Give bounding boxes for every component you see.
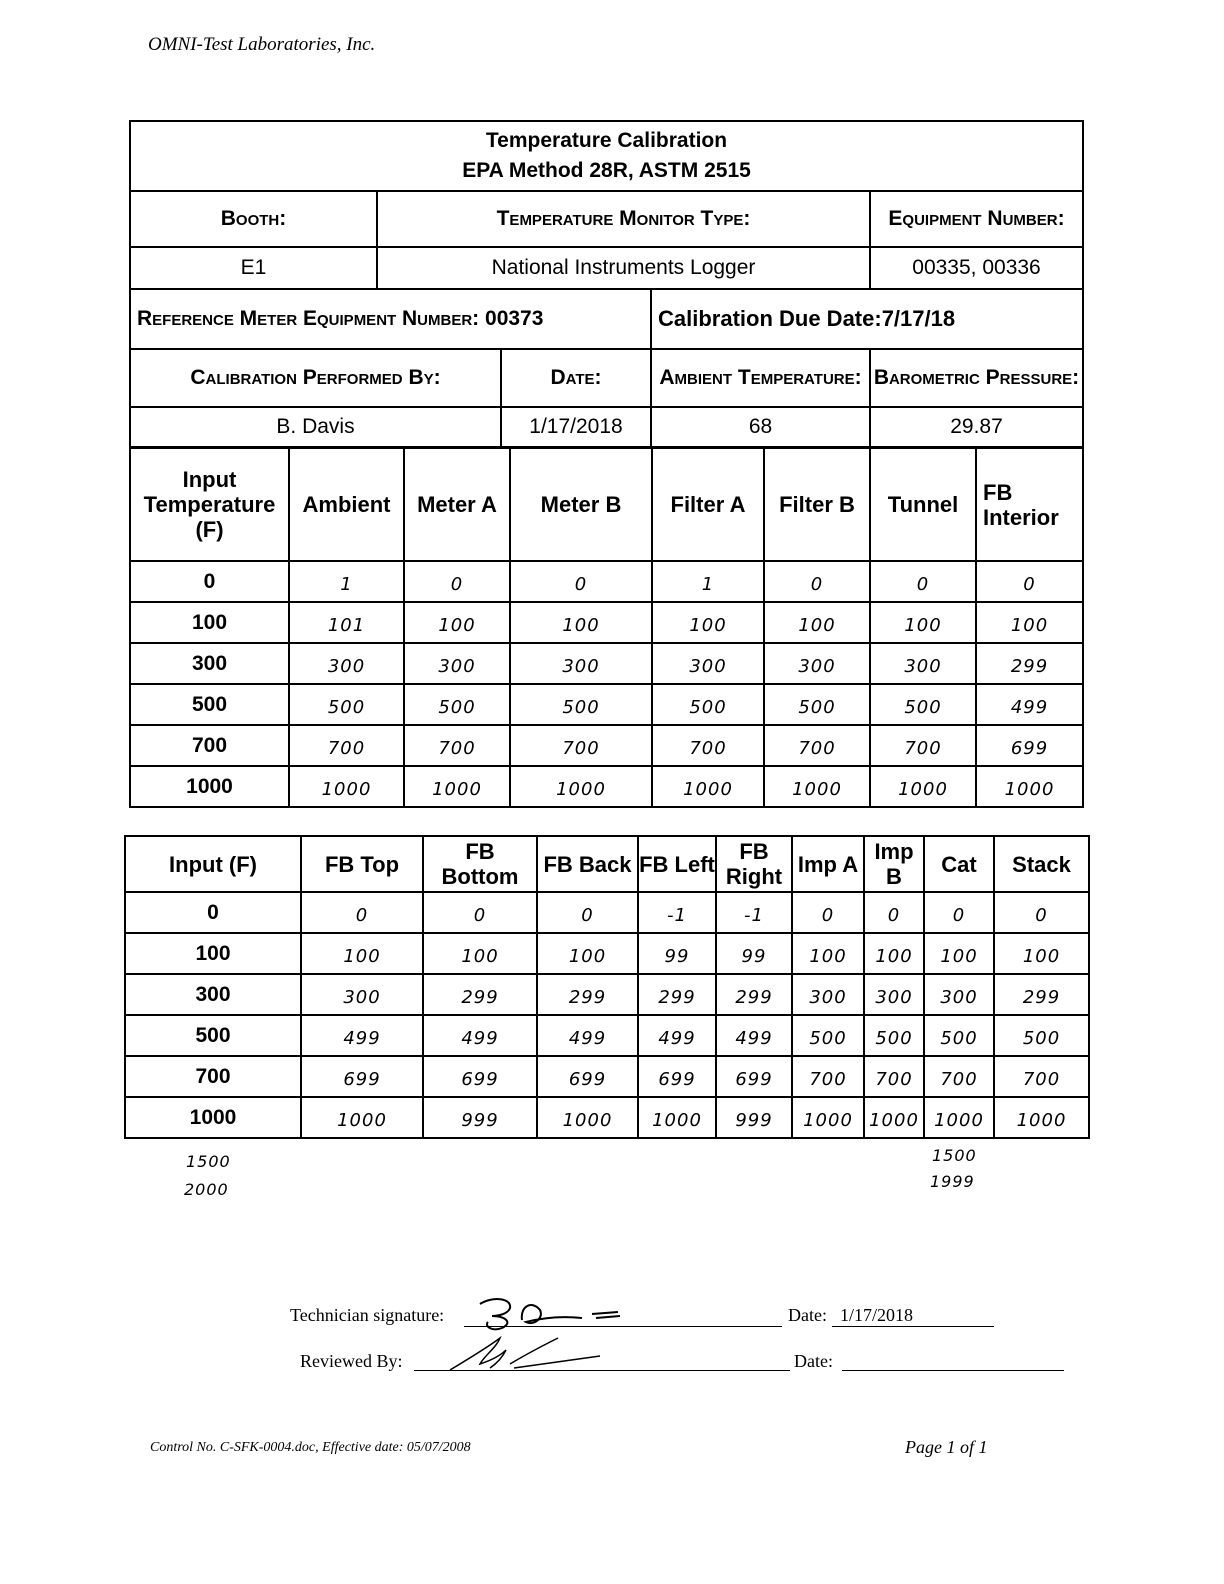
table1-header-tunnel: Tunnel [870, 448, 976, 561]
table2-reading-cell: 1000 [301, 1097, 423, 1138]
table1-reading-cell: 700 [404, 725, 510, 766]
table2-reading-cell: 299 [716, 974, 792, 1015]
table2-header-imp-b: Imp B [864, 836, 924, 892]
table2-row [125, 892, 1089, 933]
table2-reading-cell: 500 [864, 1015, 924, 1056]
table1-reading-cell: 0 [404, 561, 510, 602]
table2-header-fb-right: FB Right [716, 836, 792, 892]
calibration-table-1 [129, 447, 1084, 808]
table2-header-fb-left: FB Left [638, 836, 716, 892]
table1-reading-cell: 0 [764, 561, 870, 602]
table2-reading-cell: 100 [423, 933, 537, 974]
header-table [129, 120, 1084, 448]
table2-reading-cell: 100 [864, 933, 924, 974]
table1-row [130, 561, 1083, 602]
technician-date-label: Date: [788, 1305, 827, 1325]
table1-reading-cell: 500 [652, 684, 764, 725]
table2-header-fb-top: FB Top [301, 836, 423, 892]
table1-row-input: 1000 [130, 766, 289, 807]
table2-reading-cell: 0 [537, 892, 638, 933]
table2-reading-cell: 500 [994, 1015, 1089, 1056]
reviewed-date-line [842, 1370, 1064, 1371]
table1-reading-cell: 500 [510, 684, 652, 725]
table2-reading-cell: 699 [423, 1056, 537, 1097]
reference-meter-label: Reference Meter Equipment Number: 00373 [130, 289, 651, 349]
table2-reading-cell: 99 [716, 933, 792, 974]
table2-reading-cell: 299 [423, 974, 537, 1015]
table1-reading-cell: 1000 [404, 766, 510, 807]
table1-reading-cell: 300 [289, 643, 404, 684]
table2-row-input: 500 [125, 1015, 301, 1056]
company-name: OMNI-Test Laboratories, Inc. [148, 34, 376, 55]
table2-reading-cell: 100 [792, 933, 864, 974]
page-number: Page 1 of 1 [905, 1437, 988, 1457]
performed-by-label: Calibration Performed By: [130, 349, 501, 407]
table2-reading-cell: 300 [924, 974, 994, 1015]
table2-header-imp-a: Imp A [792, 836, 864, 892]
table1-row [130, 766, 1083, 807]
title-line-2: EPA Method 28R, ASTM 2515 [462, 159, 751, 182]
table1-reading-cell: 500 [764, 684, 870, 725]
table1-reading-cell: 499 [976, 684, 1083, 725]
table2-reading-cell: 300 [792, 974, 864, 1015]
table1-reading-cell: 300 [404, 643, 510, 684]
booth-label: Booth: [130, 191, 377, 247]
table1-reading-cell: 700 [289, 725, 404, 766]
table1-reading-cell: 0 [976, 561, 1083, 602]
table1-reading-cell: 700 [764, 725, 870, 766]
table2-reading-cell: 700 [864, 1056, 924, 1097]
table2-reading-cell: -1 [638, 892, 716, 933]
table2-reading-cell: 0 [423, 892, 537, 933]
table2-row [125, 1056, 1089, 1097]
table2-reading-cell: 499 [423, 1015, 537, 1056]
table1-header-meter-b: Meter B [510, 448, 652, 561]
table2-reading-cell: 1000 [864, 1097, 924, 1138]
barometric-pressure-value: 29.87 [870, 407, 1083, 447]
table2-reading-cell: 99 [638, 933, 716, 974]
table2-reading-cell: 700 [792, 1056, 864, 1097]
table2-reading-cell: 1000 [994, 1097, 1089, 1138]
note-cat-1999: 1999 [930, 1172, 975, 1191]
table1-header-filter-b: Filter B [764, 448, 870, 561]
table2-header-stack: Stack [994, 836, 1089, 892]
table2-reading-cell: 1000 [924, 1097, 994, 1138]
table2-reading-cell: 299 [994, 974, 1089, 1015]
technician-signature-label: Technician signature: [290, 1305, 445, 1325]
table2-row-input: 100 [125, 933, 301, 974]
calibration-table-2 [124, 835, 1090, 1139]
table1-reading-cell: 500 [404, 684, 510, 725]
table1-reading-cell: 299 [976, 643, 1083, 684]
table1-reading-cell: 100 [404, 602, 510, 643]
barometric-pressure-label: Barometric Pressure: [870, 349, 1083, 407]
table2-row [125, 933, 1089, 974]
table2-reading-cell: 699 [716, 1056, 792, 1097]
table1-reading-cell: 100 [976, 602, 1083, 643]
table2-header-cat: Cat [924, 836, 994, 892]
table2-reading-cell: 100 [537, 933, 638, 974]
table1-header-filter-a: Filter A [652, 448, 764, 561]
title-line-1: Temperature Calibration [485, 129, 728, 152]
table1-reading-cell: 1000 [764, 766, 870, 807]
table2-reading-cell: 0 [301, 892, 423, 933]
table2-row-input: 0 [125, 892, 301, 933]
table1-reading-cell: 0 [510, 561, 652, 602]
table1-reading-cell: 300 [870, 643, 976, 684]
table2-row-input: 300 [125, 974, 301, 1015]
table2-row [125, 1097, 1089, 1138]
table2-row [125, 974, 1089, 1015]
table2-reading-cell: 1000 [792, 1097, 864, 1138]
table2-header-fb-back: FB Back [537, 836, 638, 892]
table2-reading-cell: 299 [537, 974, 638, 1015]
table2-row-input: 700 [125, 1056, 301, 1097]
table1-row-input: 0 [130, 561, 289, 602]
table1-reading-cell: 1000 [976, 766, 1083, 807]
table2-reading-cell: 1000 [638, 1097, 716, 1138]
table1-row [130, 602, 1083, 643]
calibration-due-date: Calibration Due Date:7/17/18 [651, 289, 1083, 349]
table1-reading-cell: 500 [289, 684, 404, 725]
table2-reading-cell: 100 [301, 933, 423, 974]
table2-reading-cell: 500 [924, 1015, 994, 1056]
technician-date-line [832, 1326, 994, 1327]
table1-row [130, 643, 1083, 684]
date-label: Date: [501, 349, 651, 407]
table2-header-fb-bottom: FB Bottom [423, 836, 537, 892]
table1-reading-cell: 101 [289, 602, 404, 643]
table1-reading-cell: 700 [652, 725, 764, 766]
monitor-type-value: National Instruments Logger [377, 247, 870, 289]
table1-reading-cell: 100 [510, 602, 652, 643]
table2-reading-cell: 1000 [537, 1097, 638, 1138]
note-input-1500: 1500 [186, 1152, 231, 1171]
table1-header-ambient: Ambient [289, 448, 404, 561]
table1-reading-cell: 100 [652, 602, 764, 643]
table1-reading-cell: 1000 [510, 766, 652, 807]
table1-header-meter-a: Meter A [404, 448, 510, 561]
table2-reading-cell: 499 [537, 1015, 638, 1056]
technician-date-value: 1/17/2018 [840, 1305, 914, 1325]
technician-signature-image [472, 1292, 632, 1332]
table1-row-input: 700 [130, 725, 289, 766]
table1-reading-cell: 699 [976, 725, 1083, 766]
table1-reading-cell: 1 [289, 561, 404, 602]
equipment-number-value: 00335, 00336 [870, 247, 1083, 289]
table2-row [125, 1015, 1089, 1056]
table1-header-fb-interior: FB Interior [976, 448, 1083, 561]
table1-reading-cell: 700 [870, 725, 976, 766]
table1-reading-cell: 1 [652, 561, 764, 602]
control-number: Control No. C-SFK-0004.doc, Effective date: 05/07/2008 [150, 1440, 471, 1455]
table2-reading-cell: 100 [994, 933, 1089, 974]
table1-reading-cell: 100 [764, 602, 870, 643]
table1-reading-cell: 500 [870, 684, 976, 725]
table1-reading-cell: 100 [870, 602, 976, 643]
table2-reading-cell: 699 [638, 1056, 716, 1097]
table2-row-input: 1000 [125, 1097, 301, 1138]
table2-reading-cell: 999 [423, 1097, 537, 1138]
table1-reading-cell: 1000 [289, 766, 404, 807]
table2-reading-cell: 700 [924, 1056, 994, 1097]
ambient-temperature-value: 68 [651, 407, 870, 447]
date-value: 1/17/2018 [501, 407, 651, 447]
form-title [130, 121, 1083, 191]
table1-reading-cell: 700 [510, 725, 652, 766]
table1-reading-cell: 300 [510, 643, 652, 684]
table2-reading-cell: 300 [864, 974, 924, 1015]
table2-reading-cell: 0 [792, 892, 864, 933]
ambient-temperature-label: Ambient Temperature: [651, 349, 870, 407]
table2-reading-cell: 699 [537, 1056, 638, 1097]
table1-reading-cell: 1000 [870, 766, 976, 807]
table2-reading-cell: 499 [638, 1015, 716, 1056]
table1-reading-cell: 1000 [652, 766, 764, 807]
table2-reading-cell: 500 [792, 1015, 864, 1056]
table2-reading-cell: 300 [301, 974, 423, 1015]
table2-reading-cell: 100 [924, 933, 994, 974]
booth-value: E1 [130, 247, 377, 289]
table1-reading-cell: 300 [764, 643, 870, 684]
performed-by-value: B. Davis [130, 407, 501, 447]
table2-reading-cell: 699 [301, 1056, 423, 1097]
table2-reading-cell: 299 [638, 974, 716, 1015]
table2-reading-cell: -1 [716, 892, 792, 933]
table1-row [130, 684, 1083, 725]
table2-reading-cell: 0 [864, 892, 924, 933]
reviewer-signature-image [440, 1334, 610, 1374]
equipment-number-label: Equipment Number: [870, 191, 1083, 247]
table2-reading-cell: 499 [716, 1015, 792, 1056]
table2-reading-cell: 0 [994, 892, 1089, 933]
monitor-type-label: Temperature Monitor Type: [377, 191, 870, 247]
table1-reading-cell: 0 [870, 561, 976, 602]
table1-header-input: Input Temperature (F) [130, 448, 289, 561]
table2-header-input: Input (F) [125, 836, 301, 892]
table2-reading-cell: 999 [716, 1097, 792, 1138]
table1-reading-cell: 300 [652, 643, 764, 684]
table2-reading-cell: 0 [924, 892, 994, 933]
table1-row-input: 300 [130, 643, 289, 684]
table1-row-input: 500 [130, 684, 289, 725]
table1-row-input: 100 [130, 602, 289, 643]
note-input-2000: 2000 [184, 1180, 229, 1199]
reviewed-by-label: Reviewed By: [300, 1351, 403, 1371]
table1-row [130, 725, 1083, 766]
table2-reading-cell: 700 [994, 1056, 1089, 1097]
reviewed-date-label: Date: [794, 1351, 833, 1371]
table2-reading-cell: 499 [301, 1015, 423, 1056]
note-cat-1500: 1500 [932, 1146, 977, 1165]
